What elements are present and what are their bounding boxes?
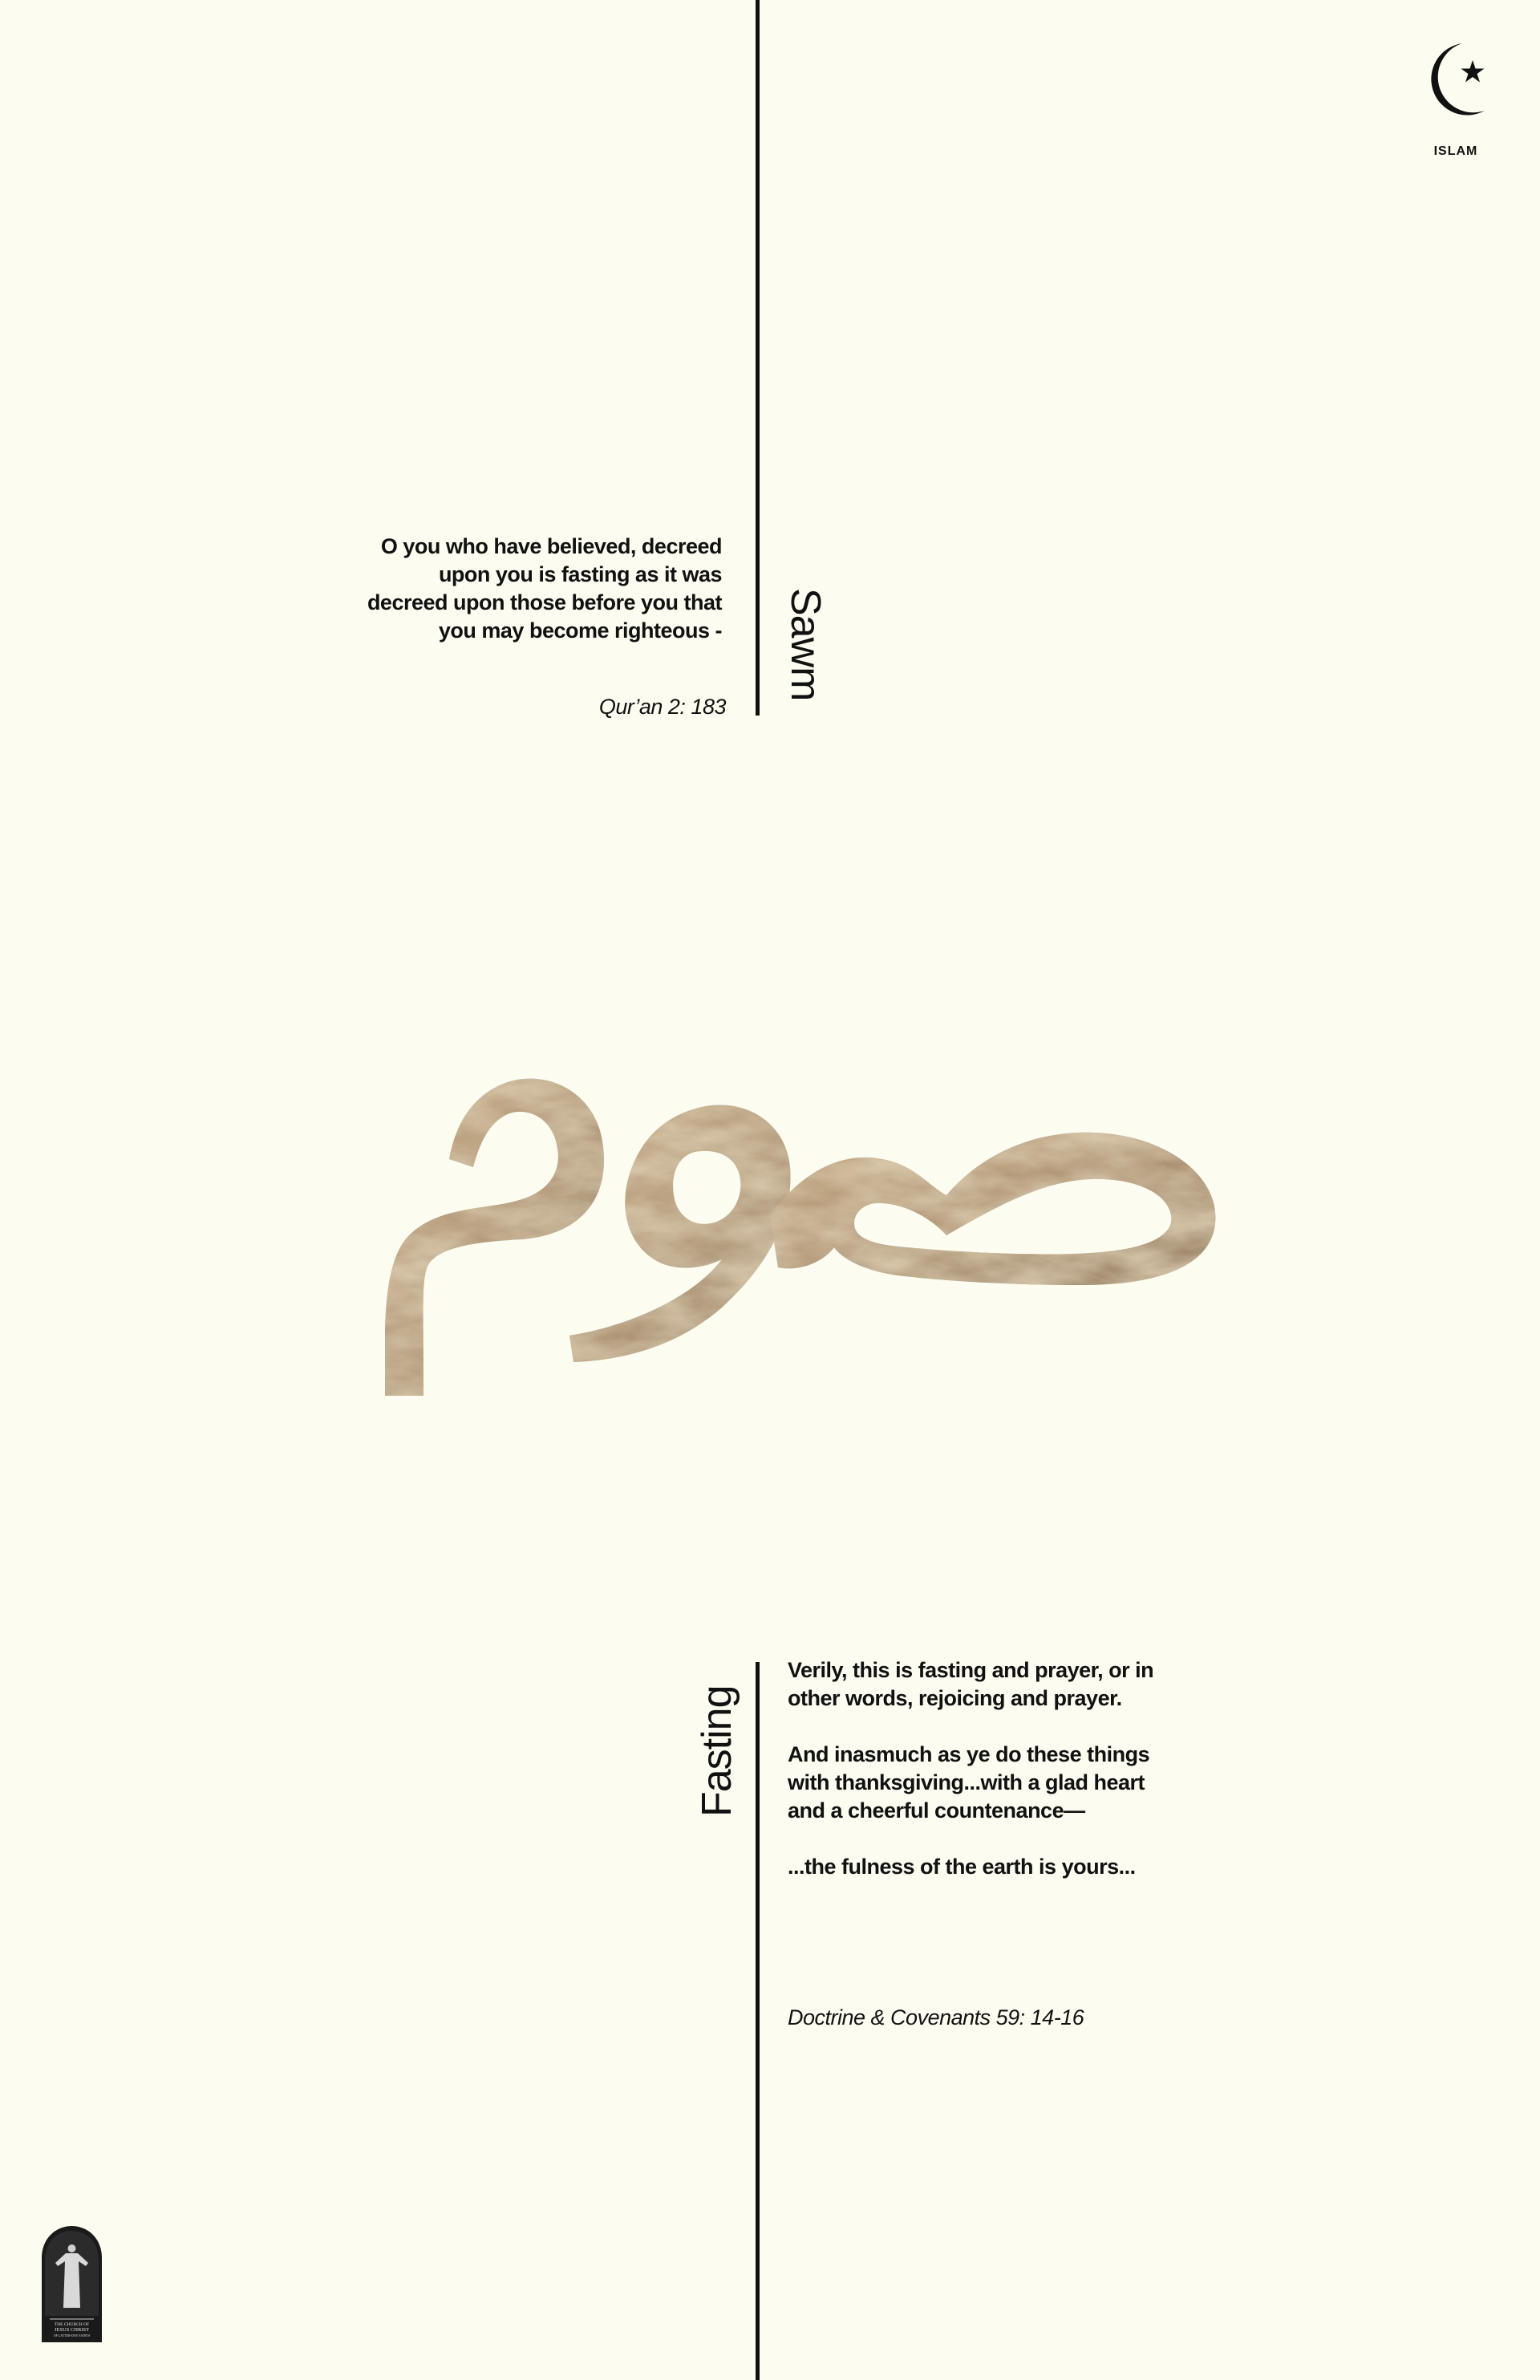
religion-label: ISLAM: [1433, 144, 1478, 158]
svg-text:JESUS CHRIST: JESUS CHRIST: [54, 2327, 90, 2333]
svg-text:OF LATTER-DAY SAINTS: OF LATTER-DAY SAINTS: [53, 2333, 91, 2337]
doctrine-citation: Doctrine & Covenants 59: 14-16: [788, 2005, 1084, 2029]
arabic-sawm-artwork: [385, 1075, 1219, 1396]
sawm-title: Sawm: [782, 588, 829, 701]
quote-line: you may become righteous -: [438, 618, 722, 643]
svg-text:THE CHURCH OF: THE CHURCH OF: [54, 2322, 90, 2327]
fasting-title: Fasting: [694, 1685, 740, 1817]
quran-quote: [321, 533, 722, 645]
islam-badge: [1412, 40, 1500, 168]
quote-paragraph: ...the fulness of the earth is yours...: [788, 1855, 1136, 1879]
quote-paragraph: Verily, this is fasting and prayer, or in other words, rejoicing and prayer.: [788, 1658, 1154, 1710]
bottom-divider-line: [756, 1662, 760, 2380]
crescent-star-icon: [1422, 40, 1489, 120]
church-logo-icon: [42, 2226, 102, 2342]
doctrine-quote: [788, 1656, 1165, 1909]
top-divider-line: [756, 0, 760, 716]
quote-line: upon you is fasting as it was: [438, 562, 722, 586]
quote-line: decreed upon those before you that: [367, 590, 722, 614]
quran-citation: Qur’an 2: 183: [598, 695, 726, 719]
quote-line: O you who have believed, decreed: [380, 534, 722, 558]
quote-paragraph: And inasmuch as ye do these things with thanksgiving...with a glad heart and a cheerful countenance—: [788, 1742, 1150, 1823]
